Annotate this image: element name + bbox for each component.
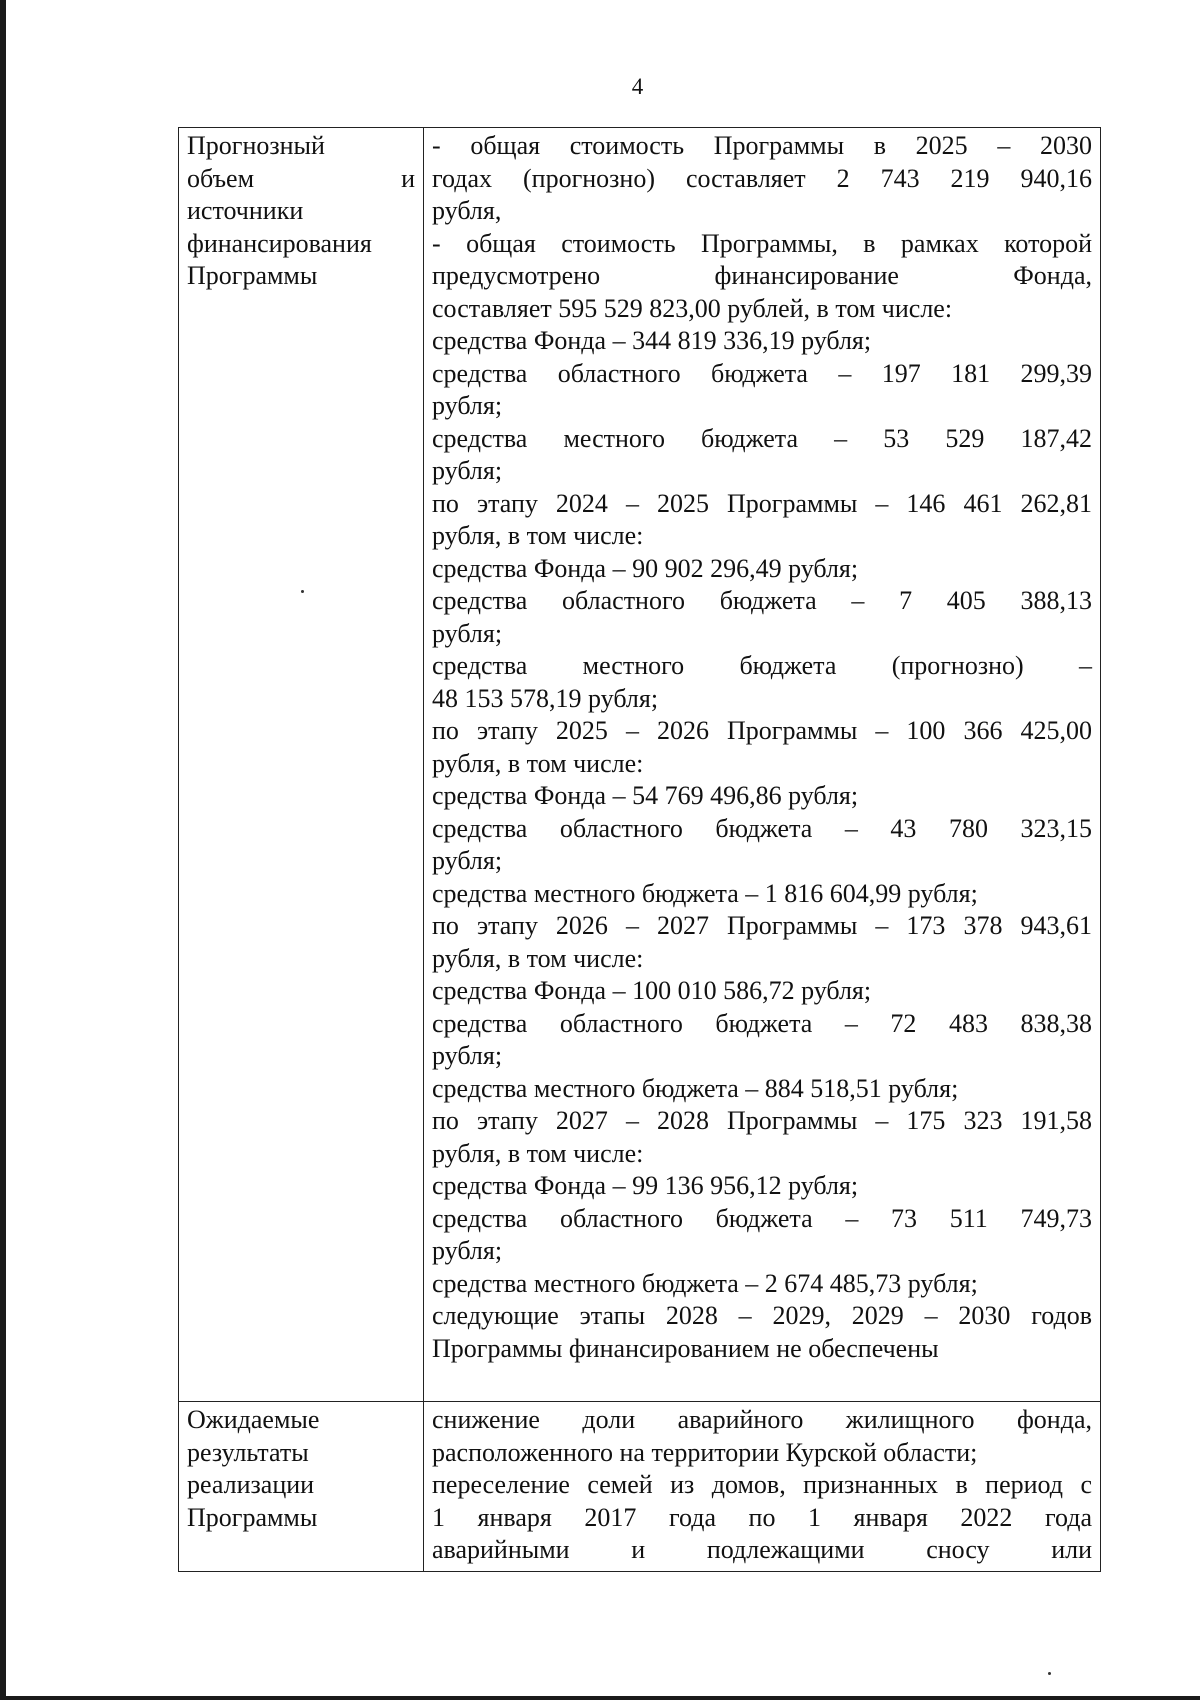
label-line: источники: [187, 196, 304, 225]
value-line: рубля;: [432, 456, 503, 485]
page-number: 4: [631, 74, 644, 99]
value-line: предусмотрено финансирование Фонда,: [432, 261, 1092, 290]
value-line: годах (прогнозно) составляет 2 743 219 940,16: [432, 163, 1092, 193]
value-line: рубля;: [432, 846, 503, 875]
scan-edge: [0, 1696, 1200, 1700]
value-line: средства областного бюджета – 72 483 838,38: [432, 1008, 1092, 1038]
value-line: переселение семей из домов, признанных в период с: [432, 1470, 1092, 1499]
value-line: средства областного бюджета – 73 511 749,73: [432, 1203, 1092, 1233]
label-line: реализации: [187, 1470, 315, 1499]
value-line: составляет 595 529 823,00 рублей, в том числе:: [432, 293, 953, 323]
value-line: средства местного бюджета – 1 816 604,99 рубля;: [432, 878, 978, 908]
value-line: средства местного бюджета – 2 674 485,73 рубля;: [432, 1268, 978, 1298]
value-line: рубля;: [432, 1236, 503, 1265]
value-line: рубля;: [432, 1041, 503, 1070]
table-row-results: [179, 1402, 1101, 1572]
value-line: следующие этапы 2028 – 2029, 2029 – 2030 годов: [432, 1301, 1092, 1330]
value-line: рубля;: [432, 391, 503, 420]
value-line: средства областного бюджета – 7 405 388,13: [432, 586, 1092, 615]
value-line: аварийными и подлежащими сносу или: [432, 1535, 1092, 1564]
label-line: объем и: [187, 163, 415, 193]
label-line: Ожидаемые: [187, 1405, 320, 1434]
value-line: по этапу 2026 – 2027 Программы – 173 378 943,61: [432, 911, 1092, 940]
row-label-financing: [179, 128, 424, 1402]
value-line: средства местного бюджета – 884 518,51 рубля;: [432, 1073, 959, 1103]
value-line: по этапу 2024 – 2025 Программы – 146 461 262,81: [432, 488, 1092, 518]
value-line: средства местного бюджета – 53 529 187,42: [432, 423, 1092, 453]
cell-spacer: [432, 1365, 1092, 1397]
value-line: - общая стоимость Программы, в рамках которой: [432, 228, 1092, 258]
value-line: средства Фонда – 344 819 336,19 рубля;: [432, 326, 872, 355]
value-line: расположенного на территории Курской области;: [432, 1437, 978, 1467]
value-line: 1 января 2017 года по 1 января 2022 года: [432, 1502, 1092, 1532]
value-line: средства областного бюджета – 197 181 299,39: [432, 358, 1092, 388]
value-line: Программы финансированием не обеспечены: [432, 1333, 939, 1363]
scan-speck: [1048, 1672, 1051, 1675]
value-line: средства Фонда – 90 902 296,49 рубля;: [432, 553, 859, 583]
value-line: рубля, в том числе:: [432, 748, 644, 778]
value-line: по этапу 2025 – 2026 Программы – 100 366 425,00: [432, 716, 1092, 745]
label-line: результаты: [187, 1437, 309, 1467]
value-line: средства Фонда – 99 136 956,12 рубля;: [432, 1171, 859, 1200]
scan-speck: [301, 590, 304, 593]
value-line: 48 153 578,19 рубля;: [432, 683, 659, 713]
label-line: Программы: [187, 1502, 318, 1532]
program-passport-table: [178, 127, 1101, 1572]
value-line: средства Фонда – 100 010 586,72 рубля;: [432, 976, 872, 1005]
value-line: рубля, в том числе:: [432, 943, 644, 973]
value-line: рубля, в том числе:: [432, 1138, 644, 1168]
value-line: средства местного бюджета (прогнозно) –: [432, 651, 1092, 680]
row-value-financing: [424, 128, 1101, 1402]
scan-edge: [0, 0, 6, 1700]
value-line: снижение доли аварийного жилищного фонда,: [432, 1405, 1092, 1434]
table-row-financing: [179, 128, 1101, 1402]
value-line: рубля;: [432, 618, 503, 648]
label-line: Прогнозный: [187, 131, 325, 160]
row-value-results: [424, 1402, 1101, 1572]
value-line: по этапу 2027 – 2028 Программы – 175 323 191,58: [432, 1106, 1092, 1135]
value-line: рубля,: [432, 196, 502, 225]
value-line: средства Фонда – 54 769 496,86 рубля;: [432, 781, 859, 810]
value-line: рубля, в том числе:: [432, 521, 644, 550]
value-line: средства областного бюджета – 43 780 323,15: [432, 813, 1092, 843]
row-label-results: [179, 1402, 424, 1572]
value-line: - общая стоимость Программы в 2025 – 2030: [432, 131, 1092, 160]
label-line: Программы: [187, 261, 318, 290]
label-line: финансирования: [187, 228, 372, 258]
